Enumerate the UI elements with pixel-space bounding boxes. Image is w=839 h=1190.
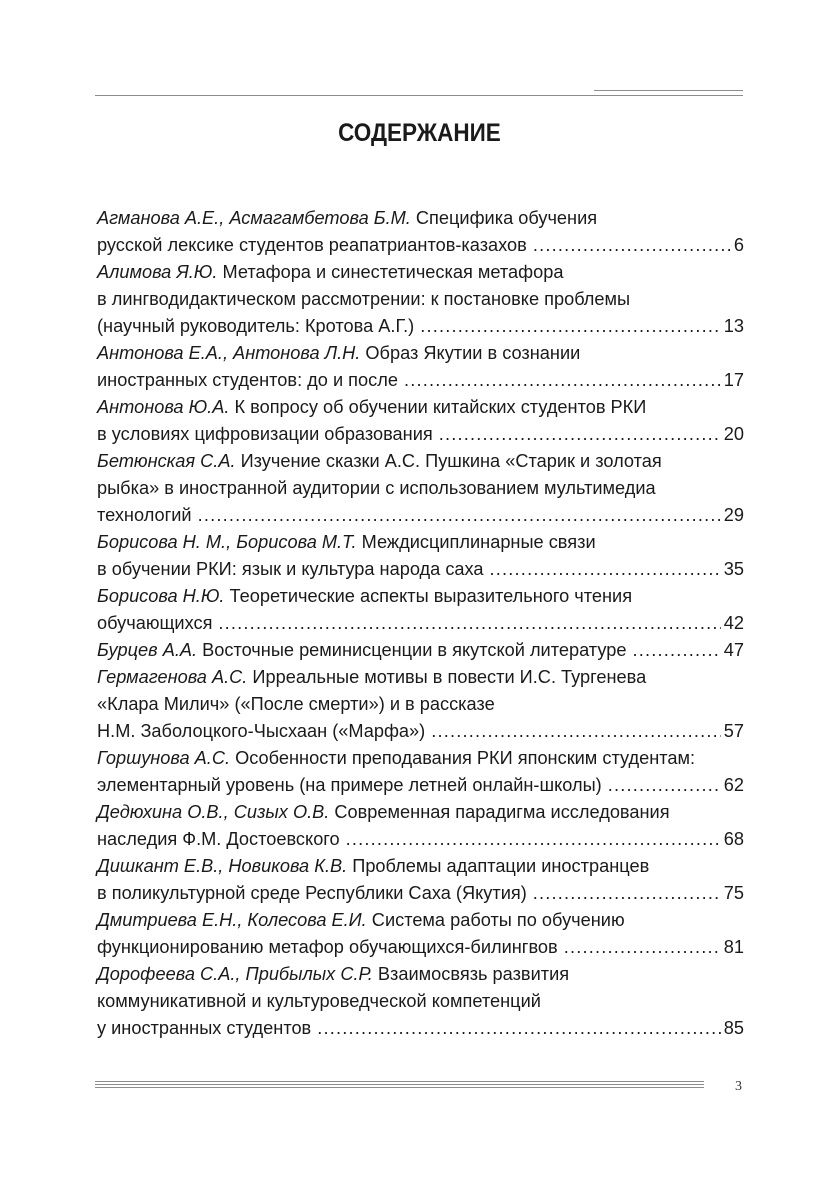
toc-title-text: русской лексике студентов реапатриантов-казахов — [97, 235, 527, 255]
toc-line-last — [97, 934, 744, 961]
toc-title-end — [97, 313, 414, 340]
toc-entry[interactable] — [97, 448, 744, 529]
toc-page-number: 68 — [723, 829, 744, 849]
toc-line-last — [97, 313, 744, 340]
toc-title-line: «Клара Милич» («После смерти») и в рассказе — [97, 694, 495, 714]
toc-title-text: в условиях цифровизации образования — [97, 424, 433, 444]
page-title: СОДЕРЖАНИЕ — [338, 119, 501, 147]
toc-entry[interactable] — [97, 259, 744, 340]
toc-page-number: 17 — [723, 370, 744, 390]
footer-rules — [95, 1081, 704, 1089]
toc-entry[interactable] — [97, 799, 744, 853]
toc-author: Борисова Н. М., Борисова М.Т. — [97, 532, 357, 552]
toc-title-start: Проблемы адаптации иностранцев — [347, 856, 650, 876]
toc-entry[interactable] — [97, 637, 744, 664]
toc-page-number: 6 — [733, 235, 744, 255]
toc-entry[interactable] — [97, 907, 744, 961]
toc-page-number: 42 — [723, 613, 744, 633]
toc-line — [97, 664, 744, 691]
toc-page-number: 35 — [723, 559, 744, 579]
toc-author: Гермагенова А.С. — [97, 667, 248, 687]
toc-line-last — [97, 880, 744, 907]
toc-title-line: в лингводидактическом рассмотрении: к постановке проблемы — [97, 289, 631, 309]
toc-line — [97, 853, 744, 880]
toc-author: Дедюхина О.В., Сизых О.В. — [97, 802, 330, 822]
toc-title-text: обучающихся — [97, 613, 213, 633]
dot-leader — [632, 637, 720, 664]
dot-leader — [218, 610, 720, 637]
dot-leader — [198, 502, 721, 529]
toc-line — [97, 394, 744, 421]
toc-title-end — [97, 421, 433, 448]
toc-author: Алимова Я.Ю. — [97, 262, 218, 282]
toc-title-start: Изучение сказки А.С. Пушкина «Старик и золотая — [235, 451, 662, 471]
toc-entry[interactable] — [97, 529, 744, 583]
toc-title-text: Восточные реминисценции в якутской литературе — [197, 640, 627, 660]
toc-title-end — [97, 367, 398, 394]
toc-author: Бурцев А.А. — [97, 640, 198, 660]
dot-leader — [420, 313, 721, 340]
dot-leader — [317, 1015, 721, 1042]
toc-entry[interactable] — [97, 664, 744, 745]
dot-leader — [564, 934, 721, 961]
dot-leader — [533, 880, 721, 907]
toc-title-start: Система работы по обучению — [366, 910, 625, 930]
toc-author: Дмитриева Е.Н., Колесова Е.И. — [97, 910, 367, 930]
toc-line-last — [97, 718, 744, 745]
toc-entry[interactable] — [97, 745, 744, 799]
toc-line-last — [97, 502, 744, 529]
header-rule-short — [594, 90, 743, 91]
toc-line-last — [97, 367, 744, 394]
toc-title-text: Н.М. Заболоцкого-Чысхаан («Марфа») — [97, 721, 426, 741]
toc-title-end — [97, 637, 626, 664]
toc-line — [97, 583, 744, 610]
toc-line-last — [97, 421, 744, 448]
toc-title-text: иностранных студентов: до и после — [97, 370, 398, 390]
header-rule — [95, 95, 743, 96]
toc-line — [97, 907, 744, 934]
toc-title-end — [97, 826, 340, 853]
toc-title-start: Специфика обучения — [410, 208, 598, 228]
toc-line — [97, 340, 744, 367]
toc-author: Дишкант Е.В., Новикова К.В. — [97, 856, 348, 876]
toc-title-end — [97, 610, 212, 637]
toc-title-start: Ирреальные мотивы в повести И.С. Тургенева — [247, 667, 647, 687]
toc-title-text: функционированию метафор обучающихся-билингвов — [97, 937, 558, 957]
toc-page-number: 57 — [723, 721, 744, 741]
toc-line-last — [97, 1015, 744, 1042]
toc-line — [97, 799, 744, 826]
toc-title-end — [97, 772, 602, 799]
dot-leader — [404, 367, 721, 394]
toc-title-text: наследия Ф.М. Достоевского — [97, 829, 340, 849]
toc-line-last — [97, 610, 744, 637]
toc-page-number: 20 — [723, 424, 744, 444]
toc-title-start: Взаимосвязь развития — [372, 964, 570, 984]
toc-line-last — [97, 556, 744, 583]
toc-line — [97, 259, 744, 286]
toc-line — [97, 205, 744, 232]
toc-title-line: коммуникативной и культуроведческой компетенций — [97, 991, 541, 1011]
toc-entry[interactable] — [97, 853, 744, 907]
dot-leader — [431, 718, 721, 745]
toc-line — [97, 448, 744, 475]
toc-entry[interactable] — [97, 205, 744, 259]
page-number: 3 — [735, 1079, 742, 1094]
toc-line-last — [97, 826, 744, 853]
toc-page-number: 81 — [723, 937, 744, 957]
toc-title-text: у иностранных студентов — [97, 1018, 312, 1038]
toc-title-text: технологий — [97, 505, 192, 525]
table-of-contents — [97, 205, 744, 1042]
toc-author: Дорофеева С.А., Прибылых С.Р. — [97, 964, 373, 984]
toc-author: Борисова Н.Ю. — [97, 586, 225, 606]
toc-title-text: элементарный уровень (на примере летней онлайн-школы) — [97, 775, 602, 795]
toc-title-text: в обучении РКИ: язык и культура народа саха — [97, 559, 484, 579]
toc-page-number: 13 — [723, 316, 744, 336]
dot-leader — [533, 232, 731, 259]
toc-author: Антонова Е.А., Антонова Л.Н. — [97, 343, 361, 363]
toc-title-start: Теоретические аспекты выразительного чтения — [224, 586, 633, 606]
toc-line — [97, 745, 744, 772]
toc-page-number: 47 — [723, 640, 744, 660]
toc-author: Бетюнская С.А. — [97, 451, 236, 471]
dot-leader — [490, 556, 721, 583]
toc-page-number: 75 — [723, 883, 744, 903]
toc-title-end — [97, 934, 558, 961]
toc-title-end — [97, 1015, 311, 1042]
dot-leader — [439, 421, 721, 448]
toc-title-end — [97, 880, 527, 907]
toc-entry[interactable] — [97, 394, 744, 448]
toc-author: Антонова Ю.А. — [97, 397, 230, 417]
toc-title-start: Особенности преподавания РКИ японским студентам: — [230, 748, 696, 768]
toc-title-start: Современная парадигма исследования — [329, 802, 670, 822]
toc-line-last — [97, 772, 744, 799]
toc-page-number: 85 — [723, 1018, 744, 1038]
toc-author: Горшунова А.С. — [97, 748, 231, 768]
toc-title-start: К вопросу об обучении китайских студентов РКИ — [229, 397, 647, 417]
toc-line — [97, 529, 744, 556]
toc-entry[interactable] — [97, 583, 744, 637]
dot-leader — [346, 826, 721, 853]
toc-title-end — [97, 502, 192, 529]
toc-entry[interactable] — [97, 340, 744, 394]
dot-leader — [608, 772, 721, 799]
toc-line — [97, 961, 744, 988]
toc-line-last — [97, 637, 744, 664]
toc-title-text: (научный руководитель: Кротова А.Г.) — [97, 316, 415, 336]
toc-page-number: 62 — [723, 775, 744, 795]
toc-entry[interactable] — [97, 961, 744, 1042]
toc-title-end — [97, 556, 484, 583]
toc-title-end — [97, 718, 425, 745]
toc-title-text: в поликультурной среде Республики Саха (Якутия) — [97, 883, 527, 903]
toc-line-last — [97, 232, 744, 259]
toc-title-line: рыбка» в иностранной аудитории с использованием мультимедиа — [97, 478, 656, 498]
toc-page-number: 29 — [723, 505, 744, 525]
toc-title-start: Образ Якутии в сознании — [360, 343, 581, 363]
toc-title-start: Метафора и синестетическая метафора — [217, 262, 564, 282]
toc-author: Агманова А.Е., Асмагамбетова Б.М. — [97, 208, 411, 228]
toc-title-end — [97, 232, 527, 259]
toc-title-start: Междисциплинарные связи — [356, 532, 596, 552]
